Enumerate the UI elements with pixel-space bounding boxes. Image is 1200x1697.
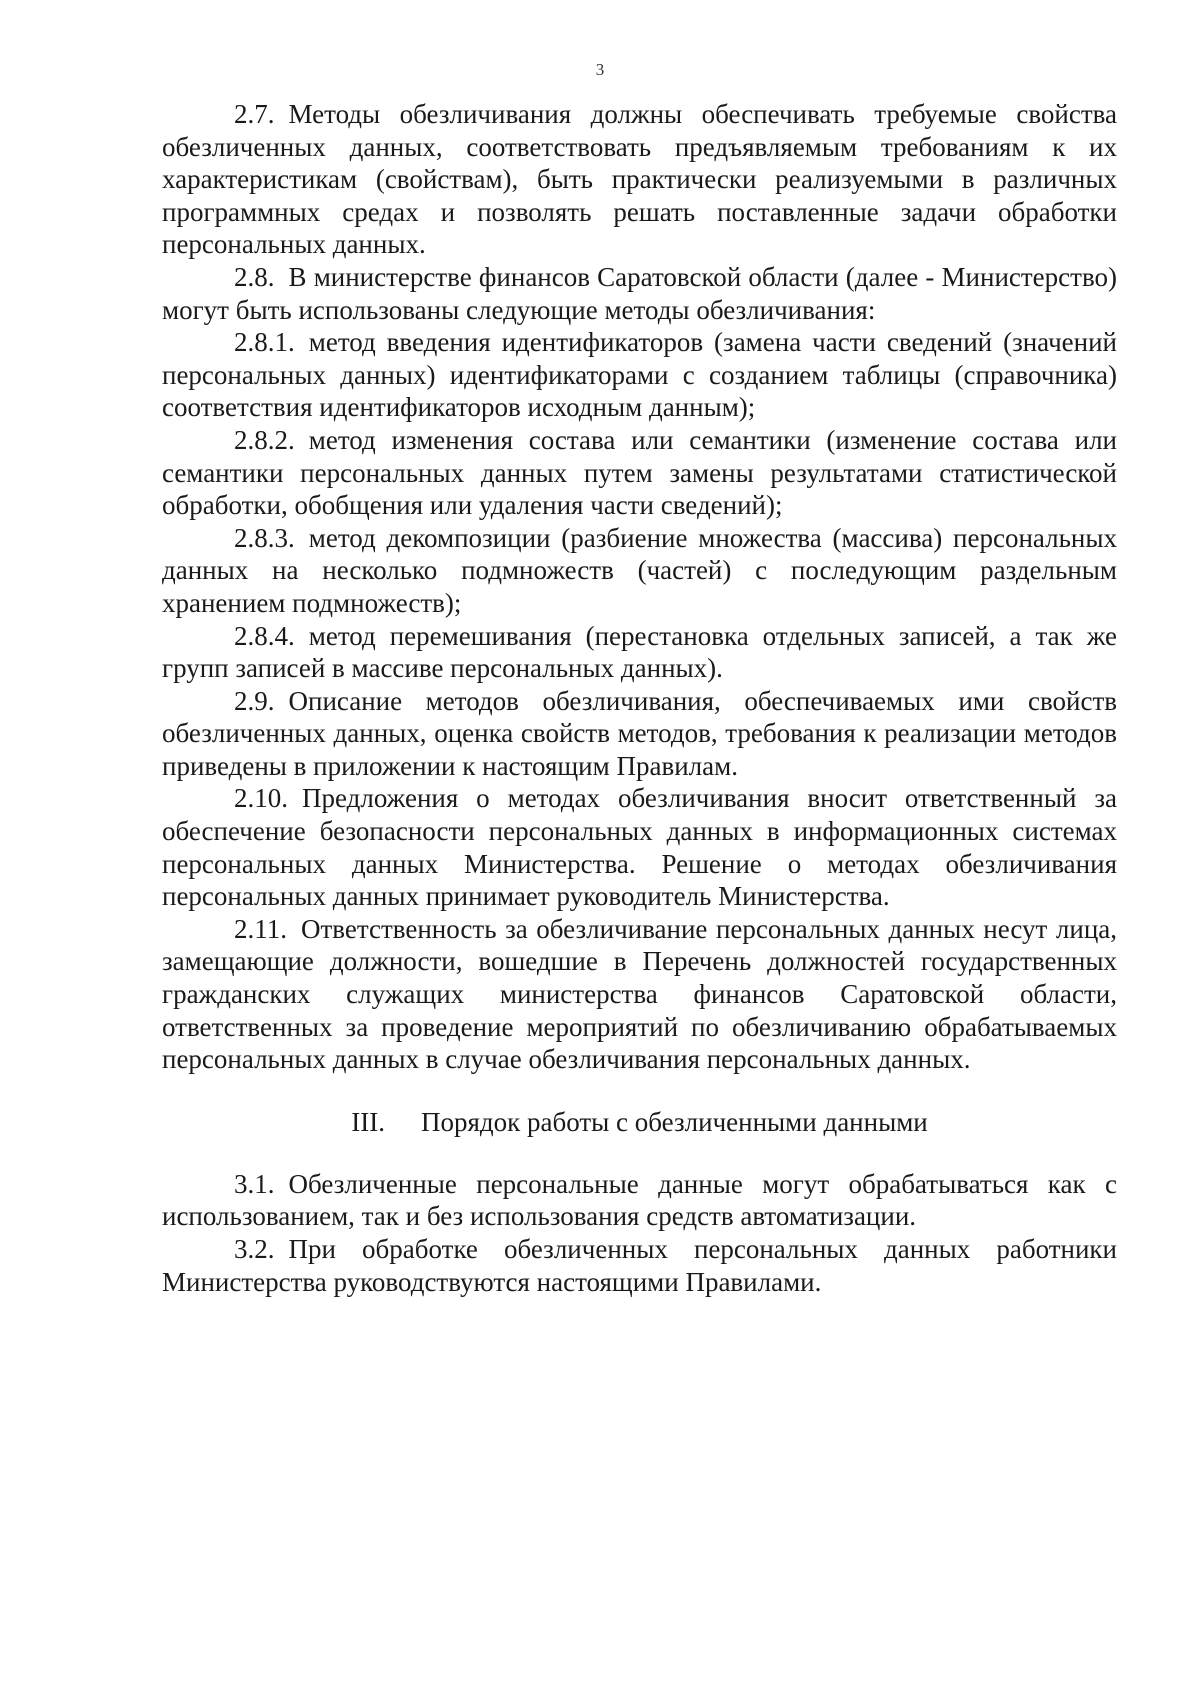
paragraph-text: При обработке обезличенных персональных данных работники Министерства руководствуются настоящими Правилами. (162, 1234, 1117, 1297)
paragraph-number: 2.8.2. (234, 424, 295, 455)
paragraph-number: 2.9. (234, 685, 275, 716)
paragraph (162, 522, 1117, 620)
paragraph (162, 1233, 1117, 1298)
paragraph-number: 2.8.3. (234, 522, 295, 553)
paragraph-text: Предложения о методах обезличивания вносит ответственный за обеспечение безопасности персональных данных в информационных системах персональных данных Министерства. Решение о методах обезличивания персональных данных принимает руководитель Министерства. (162, 783, 1117, 912)
paragraph-text: метод изменения состава или семантики (изменение состава или семантики персональных данных путем замены результатами статистической обработки, обобщения или удаления части сведений); (162, 424, 1117, 521)
paragraph-number: 2.8. (234, 261, 275, 292)
paragraph-text: Описание методов обезличивания, обеспечиваемых ими свойств обезличенных данных, оценка свойств методов, требования к реализации методов приведены в приложении к настоящим Правилам. (162, 685, 1117, 781)
section-number: III. (351, 1106, 385, 1137)
paragraph-number: 2.7. (234, 99, 275, 129)
paragraph (162, 782, 1117, 912)
paragraph-number: 2.8.1. (234, 327, 295, 358)
page-number: 3 (595, 60, 605, 79)
paragraph (162, 1168, 1117, 1233)
paragraph (162, 98, 1117, 261)
document-body (162, 98, 1117, 1298)
paragraph-text: метод введения идентификаторов (замена части сведений (значений персональных данных) идентификаторами с созданием таблицы (справочника) соответствия идентификаторов исходным данным); (162, 327, 1117, 423)
paragraph (162, 424, 1117, 522)
paragraph-text: метод перемешивания (перестановка отдельных записей, а так же групп записей в массиве персональных данных). (162, 620, 1117, 684)
paragraph-number: 2.10. (234, 783, 288, 814)
section-heading (162, 1106, 1117, 1138)
paragraph-number: 3.2. (234, 1234, 275, 1264)
paragraph (162, 261, 1117, 326)
paragraph-text: метод декомпозиции (разбиение множества (массива) персональных данных на несколько подмножеств (частей) с последующим раздельным хранением подмножеств); (162, 522, 1117, 618)
paragraph-text: Обезличенные персональные данные могут обрабатываться как с использованием, так и без использования средств автоматизации. (162, 1168, 1117, 1232)
paragraph (162, 685, 1117, 783)
paragraph (162, 620, 1117, 685)
paragraph-number: 2.8.4. (234, 620, 295, 651)
paragraphs-before (162, 98, 1117, 1076)
section-title: Порядок работы с обезличенными данными (420, 1106, 928, 1137)
paragraph (162, 326, 1117, 424)
paragraphs-after (162, 1168, 1117, 1298)
paragraph-number: 3.1. (234, 1168, 275, 1199)
paragraph-number: 2.11. (234, 913, 287, 944)
paragraph (162, 913, 1117, 1076)
paragraph-text: Ответственность за обезличивание персональных данных несут лица, замещающие должности, вошедшие в Перечень должностей государственных гражданских служащих министерства финансов Саратовской области, ответственных за проведение мероприятий по обезличиванию обрабатываемых персональных данных в случае обезличивания персональных данных. (162, 913, 1117, 1075)
paragraph-text: В министерстве финансов Саратовской области (далее - Министерство) могут быть использованы следующие методы обезличивания: (162, 261, 1117, 325)
paragraph-text: Методы обезличивания должны обеспечивать требуемые свойства обезличенных данных, соответствовать предъявляемым требованиям к их характеристикам (свойствам), быть практически реализуемыми в различных программных средах и позволять решать поставленные задачи обработки персональных данных. (162, 99, 1117, 260)
